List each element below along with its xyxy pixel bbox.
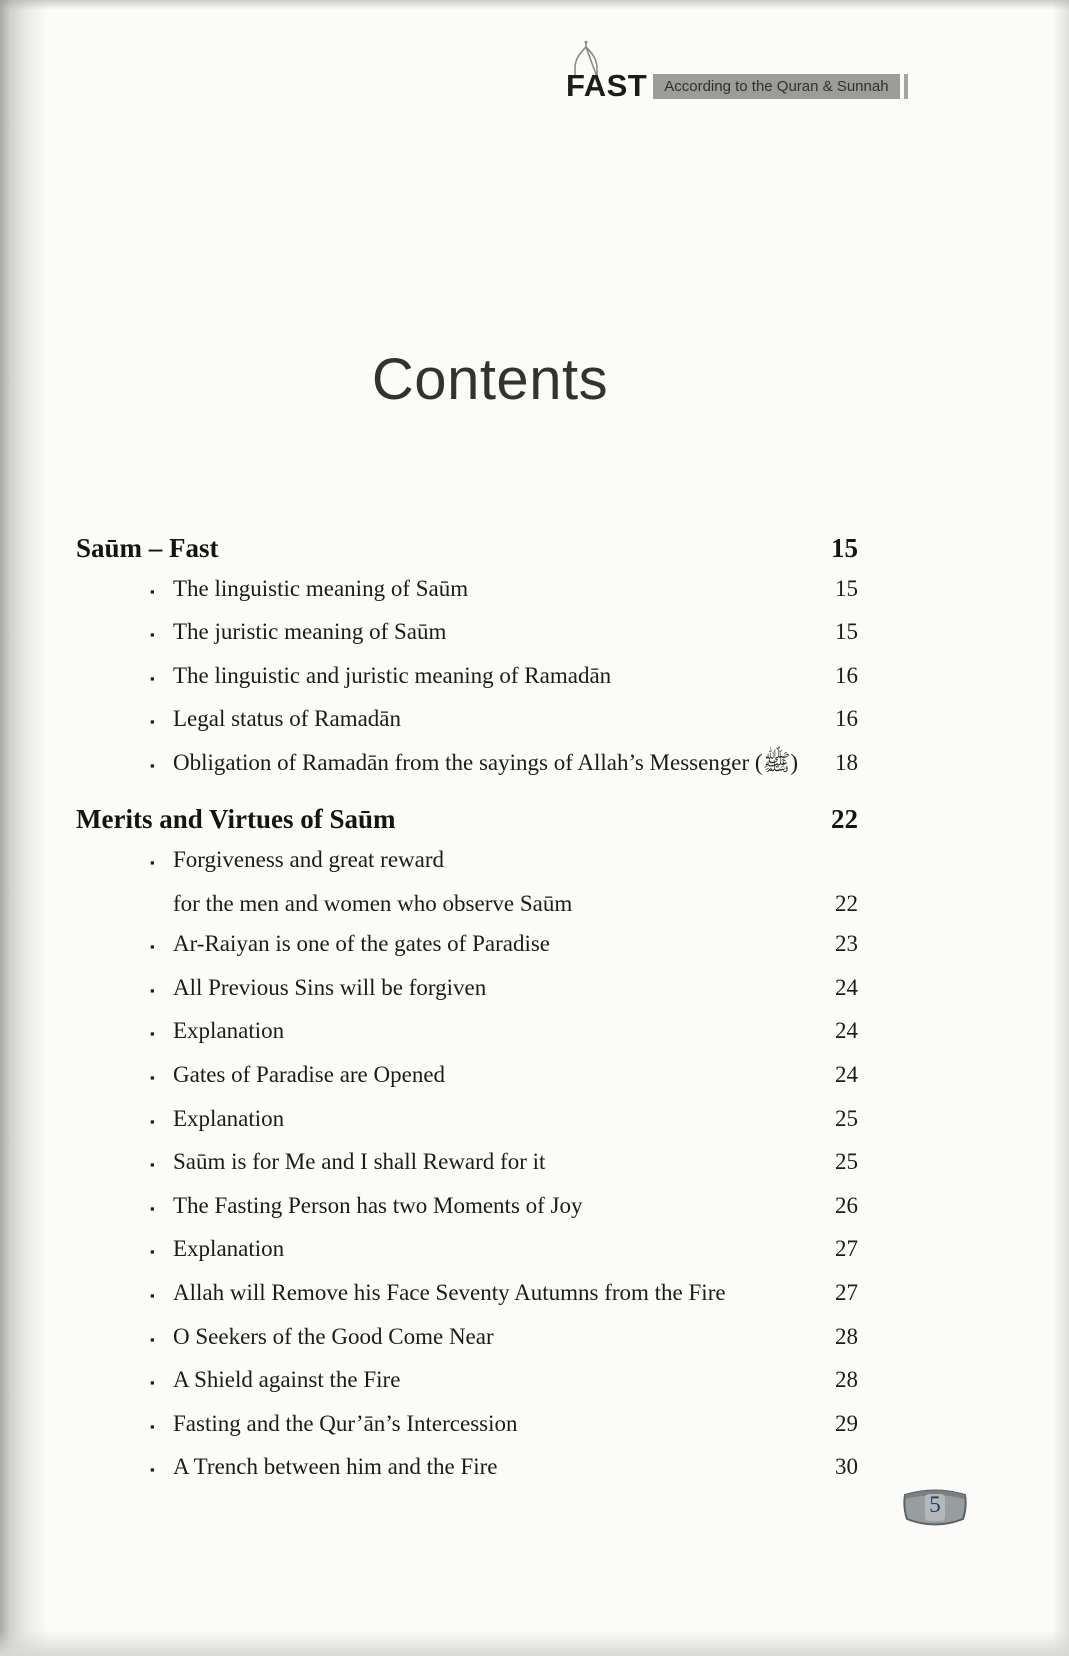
- toc-entry-label: Legal status of Ramadān: [173, 706, 402, 732]
- scan-shadow-left: [0, 0, 48, 1656]
- toc-entry-label: The Fasting Person has two Moments of Joy: [173, 1192, 583, 1218]
- toc-entry-label: for the men and women who observe Saūm: [173, 890, 573, 916]
- toc-entry: [76, 968, 858, 1012]
- toc-entry-page: 22: [835, 890, 858, 916]
- toc-entry-page: 26: [835, 1192, 858, 1218]
- page-title: Contents: [371, 347, 609, 412]
- toc-entry: [76, 1404, 858, 1448]
- page-number: 5: [929, 1492, 941, 1517]
- logo-tagline: According to the Quran & Sunnah: [653, 74, 899, 99]
- toc-entry-page: 23: [835, 931, 858, 957]
- logo-end-bar-decoration: [904, 74, 908, 99]
- toc-entry: [76, 1142, 858, 1186]
- toc-entry-label: Forgiveness and great reward: [173, 846, 445, 872]
- toc-entry-page: 27: [835, 1279, 858, 1305]
- square-bullet-icon: ▪: [150, 1026, 155, 1042]
- square-bullet-icon: ▪: [150, 1331, 155, 1347]
- toc-entry-label: A Shield against the Fire: [173, 1367, 401, 1393]
- toc-entry-label: All Previous Sins will be forgiven: [173, 974, 487, 1000]
- toc-entry-page: 18: [835, 749, 858, 775]
- toc-section-heading: [76, 799, 858, 840]
- scan-shadow-top: [0, 0, 1069, 10]
- toc-entry: [76, 612, 858, 656]
- section-heading-label: Saūm – Fast: [76, 533, 219, 563]
- toc-entry-page: 28: [835, 1367, 858, 1393]
- section-heading-page: 22: [831, 804, 858, 835]
- toc-entry-page: 30: [835, 1454, 858, 1480]
- toc-entry: [76, 569, 858, 613]
- toc-entry: [76, 1273, 858, 1317]
- toc-entry-page: 24: [835, 974, 858, 1000]
- square-bullet-icon: ▪: [150, 1113, 155, 1129]
- toc-entry-page: 16: [835, 662, 858, 688]
- table-of-contents: [76, 528, 858, 1491]
- square-bullet-icon: ▪: [150, 1244, 155, 1260]
- section-heading-label: Merits and Virtues of Saūm: [76, 804, 396, 835]
- scan-shadow-right: [1053, 0, 1069, 1656]
- toc-entry-label: Allah will Remove his Face Seventy Autumns from the Fire: [173, 1279, 726, 1305]
- toc-entry: [76, 699, 858, 743]
- square-bullet-icon: ▪: [150, 1462, 155, 1478]
- square-bullet-icon: ▪: [150, 583, 155, 599]
- toc-entry-page: 25: [835, 1149, 858, 1175]
- toc-entry-label: Explanation: [173, 1236, 285, 1262]
- scan-shadow-bottom: [0, 1630, 1069, 1656]
- page-number-badge: [902, 1483, 968, 1533]
- toc-entry-label: Obligation of Ramadān from the sayings of Allah’s Messenger (ﷺ): [173, 749, 799, 775]
- square-bullet-icon: ▪: [150, 627, 155, 643]
- square-bullet-icon: ▪: [150, 714, 155, 730]
- toc-entry: [76, 1055, 858, 1099]
- toc-entry: [76, 1360, 858, 1404]
- toc-entry-page: 15: [835, 619, 858, 645]
- toc-entry-label: O Seekers of the Good Come Near: [173, 1323, 494, 1349]
- square-bullet-icon: ▪: [150, 1375, 155, 1391]
- toc-section-heading: [76, 528, 858, 569]
- toc-entry-label: Gates of Paradise are Opened: [173, 1061, 446, 1087]
- toc-entry: [76, 840, 858, 884]
- square-bullet-icon: ▪: [150, 1287, 155, 1303]
- square-bullet-icon: ▪: [150, 670, 155, 686]
- toc-entry-label: Fasting and the Qur’ān’s Intercession: [173, 1410, 518, 1436]
- toc-entry-page: 16: [835, 706, 858, 732]
- toc-entry-label: Ar-Raiyan is one of the gates of Paradise: [173, 931, 551, 957]
- square-bullet-icon: ▪: [150, 854, 155, 870]
- toc-entry-page: 15: [835, 575, 858, 601]
- square-bullet-icon: ▪: [150, 1200, 155, 1216]
- toc-entry-page: 24: [835, 1018, 858, 1044]
- square-bullet-icon: ▪: [150, 982, 155, 998]
- square-bullet-icon: ▪: [150, 1157, 155, 1173]
- toc-entry-label: Explanation: [173, 1018, 285, 1044]
- square-bullet-icon: ▪: [150, 1069, 155, 1085]
- toc-entry-page: 28: [835, 1323, 858, 1349]
- square-bullet-icon: ▪: [150, 1418, 155, 1434]
- square-bullet-icon: ▪: [150, 757, 155, 773]
- toc-entry-label: A Trench between him and the Fire: [173, 1454, 498, 1480]
- toc-entry: [76, 656, 858, 700]
- toc-entry-continuation: [76, 884, 858, 925]
- toc-entry-page: 24: [835, 1061, 858, 1087]
- toc-entry: [76, 1229, 858, 1273]
- logo-fast-text: FAST: [566, 68, 648, 103]
- toc-entry: [76, 1447, 858, 1491]
- toc-entry-label: The juristic meaning of Saūm: [173, 619, 447, 645]
- toc-entry: [76, 743, 858, 787]
- toc-entry: [76, 1186, 858, 1230]
- logo-row: [566, 68, 908, 104]
- toc-entry-page: 25: [835, 1105, 858, 1131]
- toc-entry: [76, 1099, 858, 1143]
- toc-entry-page: 27: [835, 1236, 858, 1262]
- square-bullet-icon: ▪: [150, 939, 155, 955]
- section-heading-page: 15: [831, 533, 858, 563]
- toc-entry: [76, 1317, 858, 1361]
- toc-entry: [76, 1011, 858, 1055]
- toc-entry-label: The linguistic and juristic meaning of Ramadān: [173, 662, 612, 688]
- toc-entry-label: The linguistic meaning of Saūm: [173, 575, 469, 601]
- toc-entry-label: Explanation: [173, 1105, 285, 1131]
- toc-entry: [76, 924, 858, 968]
- toc-entry-page: 29: [835, 1410, 858, 1436]
- toc-entry-label: Saūm is for Me and I shall Reward for it: [173, 1149, 546, 1175]
